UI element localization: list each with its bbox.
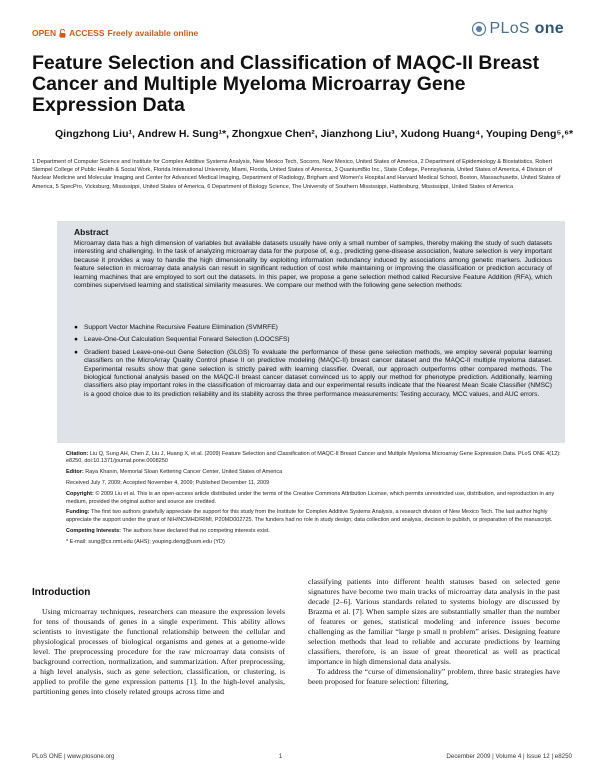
issue-info: December 2009 | Volume 4 | Issue 12 | e8250 (446, 753, 572, 760)
list-item: ● Gradient based Leave-one-out Gene Selection (GLGS) To evaluate the performance of these gene selection methods, we employ several popular learning classifiers on the MicroArray Quality Control phase II on predictive modeling (MAQC-II) breast cancer dataset and the MAQC-II multiple myeloma dataset. Experimental results show that gene selection is strictly paired with learning classifier. Overall, our approach outperforms other compared methods. The biological functional analysis based on the MAQC-II breast cancer dataset convinced us to apply our method for phenotype prediction. Additionally, learning classifiers also play important roles in the classification of microarray data and our experimental results indicate that the Nearest Mean Scale Classifier (NMSC) is a good choice due to its prediction reliability and its stability across the three performance measurements: Testing accuracy, MCC values, and AUC errors. (74, 348, 552, 398)
journal-link[interactable]: PLoS ONE | www.plosone.org (32, 753, 115, 760)
copyright: Copyright: © 2009 Liu et al. This is an open-access article distributed under the terms of the Creative Commons Attribution License, which permits unrestricted use, distribution, and reproduction in any medium, provided the original author and source are credited. (66, 491, 555, 505)
paragraph: classifying patients into different health statuses based on selected gene signatures have become two main tracks of microarray data analysis in the past decade [2–6]. Various standards related to systems biology are discussed by Brazma et al. [7]. When sample sizes are substantially smaller than the number of features or genes, statistical modeling and inference issues become challenging as the familiar “large p small n problem” arises. Designing feature selection methods that lead to reliable and accurate predictions by learning classifiers, therefore, is an issue of great theoretical as well as practical importance in high dimensional data analysis. (308, 577, 560, 666)
abstract-text: Microarray data has a high dimension of variables but available datasets usually have only a small number of samples, thereby making the study of such datasets interesting and challenging. In the task of analyzing microarray data for the purpose of, e.g., predicting gene-disease association, feature selection is very important because it provides a way to handle the high dimensionality by exploiting information redundancy induced by associations among genetic markers. Judicious feature selection in microarray data analysis can result in significant reduction of cost while maintaining or improving the classification or prediction accuracy of learning machines that are employed to sort out the datasets. In this paper, we propose a gene selection method called Recursive Feature Addition (RFA), which combines supervised learning and statistical similarity measures. We compare our method with the following gene selection methods: (74, 240, 552, 290)
intro-column-left (33, 607, 285, 697)
paragraph: Using microarray techniques, researchers can measure the expression levels for tens of thousands of genes in a single experiment. This ability allows scientists to investigate the functional relationship between the cellular and physiological processes of biological organisms and genes at a genome-wide level. The preprocessing procedure for the raw microarray data consists of background correction, normalization, and summarization. After preprocessing, a high level analysis, such as gene selection, classification, or clustering, is applied to profile the gene expression patterns [1]. In the high-level analysis, partitioning genes into closely related groups across time and (33, 607, 285, 696)
logo-plos: PLoS (489, 20, 530, 37)
list-item: ● Leave-One-Out Calculation Sequential Forward Selection (LOOCSFS) (74, 336, 290, 344)
dates: Received July 7, 2009; Accepted November 4, 2009; Published December 11, 2009 (66, 480, 270, 487)
article-metadata (66, 451, 566, 550)
author-list: Qingzhong Liu¹, Andrew H. Sung¹*, Zhongxue Chen², Jianzhong Liu³, Xudong Huang⁴, Youping Deng⁵,⁶* (55, 128, 574, 140)
open-label: OPEN (32, 28, 57, 38)
intro-column-right (308, 577, 560, 687)
method-list (74, 324, 552, 403)
open-access-banner (32, 28, 198, 38)
abstract-heading: Abstract (74, 227, 109, 237)
abstract-box (57, 221, 565, 443)
citation: Citation: Liu Q, Sung AH, Chen Z, Liu J, Huang X, et al. (2009) Feature Selection and Classification of MAQC-II Breast Cancer and Multiple Myeloma Microarray Gene Expression Data. PLoS ONE 4(12): e8250. doi:10.1371/journal.pone.0008250 (66, 451, 561, 465)
funding: Funding: The first two authors gratefully appreciate the support for this study from the Institute for Complex Additive Systems Analysis, a research division of New Mexico Tech. The last author highly appreciate the support under the grant of NIH/NCMHD/RIMI, P20MD002725. The funders had no role in study design, data collection and analysis, decision to publish, or preparation of the manuscript. (66, 509, 553, 523)
page-number: 1 (278, 753, 283, 760)
bullet-icon: ● (74, 324, 78, 331)
open-lock-icon (59, 29, 66, 38)
correspondence-email[interactable]: * E-mail: sung@cs.nmt.edu (AHS); youping.deng@usm.edu (YD) (66, 538, 225, 545)
plos-logo-icon (471, 21, 487, 37)
plos-one-logo (471, 20, 564, 38)
freely-available-label: Freely available online (107, 28, 199, 38)
logo-one: one (534, 20, 564, 37)
page-footer (32, 753, 572, 760)
bullet-icon: ● (74, 336, 78, 344)
access-label: ACCESS (69, 28, 105, 38)
paragraph: To address the “curse of dimensionality” problem, three basic strategies have been proposed for feature selection: filtering, (308, 667, 560, 686)
competing-interests: Competing Interests: The authors have declared that no competing interests exist. (66, 527, 270, 534)
introduction-heading: Introduction (32, 587, 91, 598)
editor: Editor: Raya Khanin, Memorial Sloan Kettering Cancer Center, United States of America (66, 469, 283, 476)
affiliations: 1 Department of Computer Science and Institute for Complex Additive Systems Analysis, New Mexico Tech, Socorro, New Mexico, United States of America, 2 Department of Epidemiology & Biostatistics, Robert Stempel College of Public Health & Social Work, Florida International University, Miami, Florida, United States of America, 3 QuantumBio Inc., State College, Pennsylvania, United States of America, 4 Division of Nuclear Medicine and Molecular Imaging and Center for Advanced Medical Imaging, Department of Radiology, Brigham and Women's Hospital and Harvard Medical School, Boston, Massachusetts, United States of America, 5 SpecPro, Vicksburg, Mississippi, United States of America, 6 Department of Biology Science, The University of Southern Mississippi, Hattiesburg, Mississippi, United States of America (32, 159, 561, 190)
article-title: Feature Selection and Classification of MAQC-II Breast Cancer and Multiple Myeloma Microarray Gene Expression Data (32, 52, 540, 116)
list-item: ● Support Vector Machine Recursive Feature Elimination (SVMRFE) (74, 324, 278, 331)
bullet-icon: ● (74, 348, 78, 356)
